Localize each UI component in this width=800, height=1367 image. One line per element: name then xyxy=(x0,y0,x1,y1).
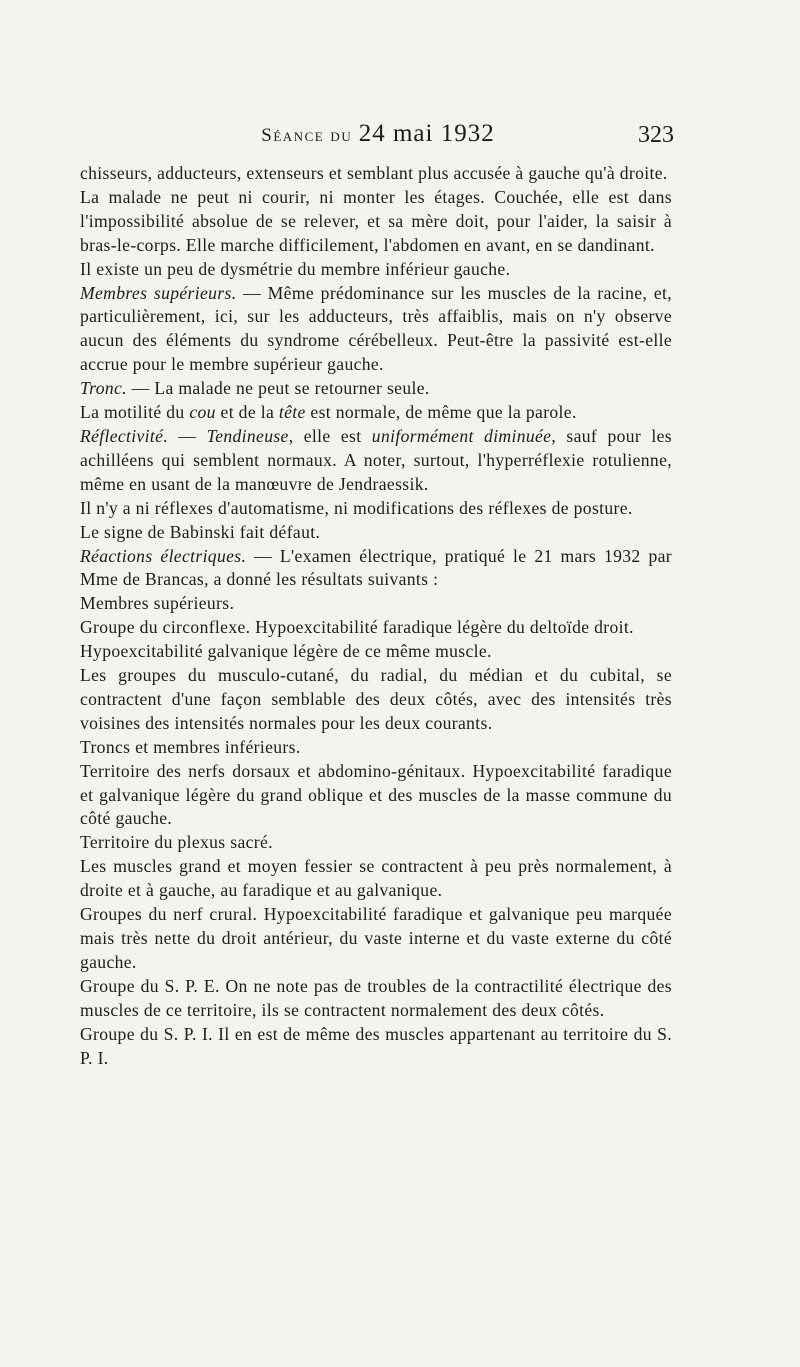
paragraph xyxy=(80,545,672,593)
running-title-date: 24 mai 1932 xyxy=(358,120,495,147)
paragraph xyxy=(80,975,672,1023)
paragraph xyxy=(80,592,672,616)
text-run: Groupe du S. P. I. Il en est de même des muscles appartenant au territoire du S. P. I. xyxy=(80,1023,672,1068)
text-run: , elle est xyxy=(288,425,372,446)
text-run: Les muscles grand et moyen fessier se contractent à peu près normalement, à droite et à gauche, au faradique et au galvanique. xyxy=(80,856,672,901)
paragraph xyxy=(80,760,672,832)
text-run: — La malade ne peut se retourner seule. xyxy=(126,378,430,399)
text-run: , sauf pour les achilléens qui semblent normaux. A noter, surtout, l'hyperréflexie rotulienne, même en usant de la manœuvre de Jendraessik. xyxy=(80,425,673,494)
paragraph xyxy=(80,401,672,425)
text-run: Membres supérieurs. xyxy=(80,593,235,614)
text-run: Il existe un peu de dysmétrie du membre inférieur gauche. xyxy=(80,258,511,279)
text-run: Troncs et membres inférieurs. xyxy=(80,736,301,757)
paragraph xyxy=(80,162,672,186)
paragraph xyxy=(80,1023,672,1071)
text-run: Groupe du circonflexe. Hypoexcitabilité faradique légère du deltoïde droit. xyxy=(80,617,634,638)
italic-text: cou xyxy=(189,402,216,423)
italic-text: Réactions électriques. xyxy=(80,545,247,566)
text-run: est normale, de même que la parole. xyxy=(305,402,577,423)
page-header xyxy=(82,120,674,152)
paragraph xyxy=(80,377,672,401)
paragraph xyxy=(80,831,672,855)
paragraph xyxy=(80,640,672,664)
text-run: et de la xyxy=(215,402,279,423)
italic-text: Tronc. xyxy=(80,378,127,399)
paragraph xyxy=(80,736,672,760)
text-run: La malade ne peut ni courir, ni monter les étages. Couchée, elle est dans l'impossibilité absolue de se relever, et sa mère doit, pour l'aider, la saisir à bras-le-corps. Elle marche difficilement, l'abdomen en avant, en se dandinant. xyxy=(80,186,672,255)
body-text xyxy=(80,162,672,1070)
text-run: Les groupes du musculo-cutané, du radial, du médian et du cubital, se contractent d'une façon semblable des deux côtés, avec des intensités très voisines des intensités normales pour les deux courants. xyxy=(80,665,672,733)
italic-text: Tendineuse xyxy=(206,425,289,446)
text-run: Territoire des nerfs dorsaux et abdomino-génitaux. Hypoexcitabilité faradique et galvanique légère du grand oblique et des muscles de la masse commune du côté gauche. xyxy=(80,760,672,829)
italic-text: tête xyxy=(278,402,306,423)
text-run: — xyxy=(168,425,207,446)
paragraph xyxy=(80,282,672,378)
italic-text: Réflectivité. xyxy=(80,425,169,446)
text-run: chisseurs, adducteurs, extenseurs et semblant plus accusée à gauche qu'à droite. xyxy=(80,163,668,183)
text-run: Il n'y a ni réflexes d'automatisme, ni modifications des réflexes de posture. xyxy=(80,497,633,518)
text-run: Groupe du S. P. E. On ne note pas de troubles de la contractilité électrique des muscles de ce territoire, ils se contractent normalement des deux côtés. xyxy=(80,975,672,1020)
running-title-text: Séance du xyxy=(261,125,353,146)
paragraph xyxy=(80,425,672,497)
text-run: Hypoexcitabilité galvanique légère de ce même muscle. xyxy=(80,641,492,662)
text-run: Le signe de Babinski fait défaut. xyxy=(80,521,321,542)
paragraph xyxy=(80,664,672,736)
text-run: Territoire du plexus sacré. xyxy=(80,832,273,853)
italic-text: uniformément diminuée xyxy=(371,425,552,446)
paragraph xyxy=(80,521,672,545)
page-number: 323 xyxy=(638,122,674,148)
text-run: Groupes du nerf crural. Hypoexcitabilité faradique et galvanique peu marquée mais très nette du droit antérieur, du vaste interne et du vaste externe du côté gauche. xyxy=(80,904,672,972)
paragraph xyxy=(80,258,672,282)
paragraph xyxy=(80,903,672,975)
paragraph xyxy=(80,616,672,640)
running-title xyxy=(82,120,674,148)
text-run: — L'examen électrique, pratiqué le 21 mars 1932 par Mme de Brancas, a donné les résultats suivants : xyxy=(80,545,672,590)
paragraph xyxy=(80,855,672,903)
text-run: — Même prédominance sur les muscles de la racine, et, particulièrement, ici, sur les adducteurs, très affaiblis, mais on n'y observe aucun des éléments du syndrome cérébelleux. Peut-être la passivité est-elle accrue pour le membre supérieur gauche. xyxy=(80,282,672,375)
text-run: La motilité du xyxy=(80,402,190,423)
italic-text: Membres supérieurs. xyxy=(80,282,237,303)
paragraph xyxy=(80,186,672,258)
paragraph xyxy=(80,497,672,521)
